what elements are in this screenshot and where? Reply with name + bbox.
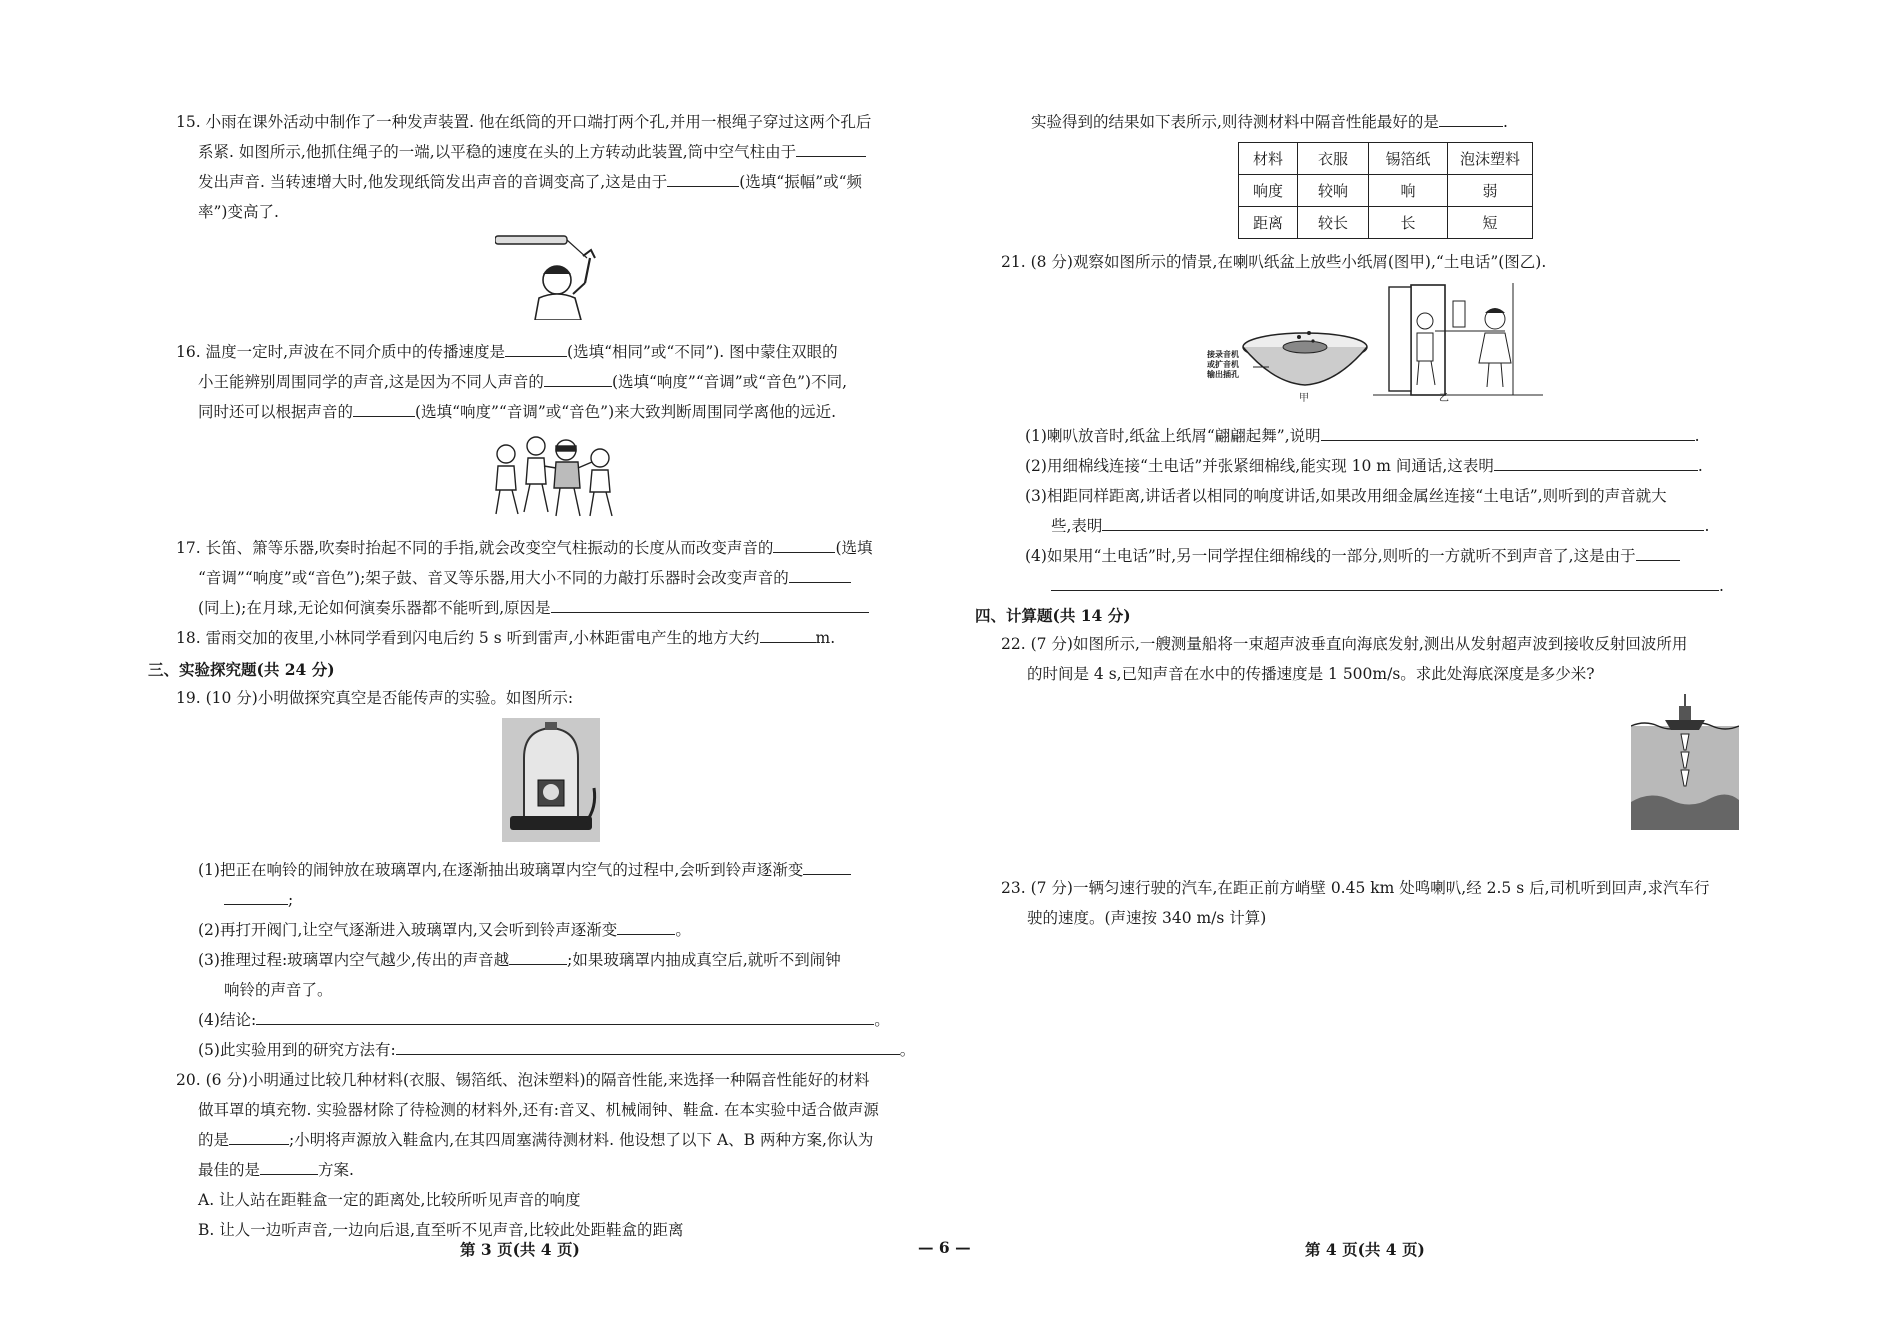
q17-blank-1[interactable] [773, 538, 835, 553]
q21-blank-3[interactable] [1102, 516, 1704, 531]
q19-blank-3[interactable] [509, 950, 567, 965]
q19-blank-5[interactable] [396, 1040, 900, 1055]
q17-blank-2[interactable] [789, 568, 851, 583]
q20-line3-text: 的是 [198, 1131, 230, 1149]
q20-blank-3[interactable] [1439, 112, 1503, 127]
q17-line3 [198, 598, 869, 618]
q15-line3-text: 发出声音. 当转速增大时,他发现纸筒发出声音的音调变高了,这是由于 [198, 173, 668, 191]
q16-blank-1[interactable] [505, 342, 567, 357]
q20-line4 [198, 1160, 354, 1180]
q17-line1-option: (选填 [835, 539, 873, 557]
q19-p2 [198, 920, 691, 940]
right-page-footer: 第 4 页(共 4 页) [1305, 1240, 1425, 1259]
q19-blank-2[interactable] [617, 920, 675, 935]
speaker-caption-1: 接录音机 [1207, 349, 1239, 359]
blindfolded-boy-legs [556, 488, 580, 516]
child-4-legs [590, 492, 612, 516]
girl-hair [1485, 308, 1505, 313]
q20-option-b: B. 让人一边听声音,一边向后退,直至听不见声音,比较此处距鞋盒的距离 [198, 1221, 684, 1239]
q20-line4-end: 方案. [318, 1161, 354, 1179]
q20-blank-2[interactable] [260, 1160, 318, 1175]
table-row [1239, 143, 1533, 175]
ship-cabin [1679, 706, 1691, 720]
center-page-number: — 6 — [918, 1238, 971, 1257]
q21-p4-cont [1051, 576, 1724, 596]
table-cell: 距离 [1239, 207, 1298, 239]
q15-line4: 率”)变高了. [198, 203, 279, 221]
q17-line3-text: (同上);在月球,无论如何演奏乐器都不能听到,原因是 [198, 599, 551, 617]
q18-unit: m. [815, 629, 836, 647]
q15-line3-option: (选填“振幅”或“频 [739, 173, 863, 191]
q19-p4 [198, 1010, 890, 1030]
table-cell: 长 [1369, 207, 1448, 239]
q20-continued-text: 实验得到的结果如下表所示,则待测材料中隔音性能最好的是 [1031, 113, 1439, 131]
blindfold [556, 446, 576, 451]
q21-p4-end: . [1719, 577, 1724, 595]
section-4-title: 四、计算题(共 14 分) [975, 606, 1131, 625]
q19-p1 [198, 860, 851, 880]
q21-p3-cont [1051, 516, 1709, 536]
q16-line1 [176, 342, 838, 362]
table-cell: 衣服 [1298, 143, 1369, 175]
table-row [1239, 207, 1533, 239]
q15-line2 [198, 142, 866, 162]
boy-body [535, 294, 581, 320]
child-2-body [526, 458, 546, 484]
figure-label-yi: 乙 [1439, 393, 1449, 404]
q19-p5 [198, 1040, 915, 1060]
q19-p5-end: 。 [899, 1041, 916, 1059]
q21-figure [1207, 283, 1543, 413]
left-page-footer: 第 3 页(共 4 页) [460, 1240, 580, 1259]
q19-p3 [198, 950, 841, 970]
q19-p5-text: (5)此实验用到的研究方法有: [198, 1041, 396, 1059]
section-3-title: 三、实验探究题(共 24 分) [148, 660, 335, 679]
q19-p3-text-cont: ;如果玻璃罩内抽成真空后,就听不到闹钟 [567, 951, 841, 969]
q21-p4 [1025, 546, 1680, 566]
table-cell: 锡箔纸 [1369, 143, 1448, 175]
q21-blank-1[interactable] [1321, 426, 1695, 441]
q20-line2: 做耳罩的填充物. 实验器材除了待检测的材料外,还有:音叉、机械闹钟、鞋盒. 在本实验中适合做声源 [198, 1101, 879, 1119]
speaker-center [1283, 341, 1327, 353]
table-cell: 响度 [1239, 175, 1298, 207]
q16-blank-3[interactable] [353, 402, 415, 417]
q20-line1: 20. (6 分)小明通过比较几种材料(衣服、锡箔纸、泡沫塑料)的隔音性能,来选择一种隔音性能好的材料 [176, 1071, 870, 1089]
q20-line3-text-cont: ;小明将声源放入鞋盒内,在其四周塞满待测材料. 他设想了以下 A、B 两种方案,你认为 [289, 1131, 874, 1149]
speaker-caption-2: 或扩音机 [1207, 359, 1239, 369]
q19-p1-cont [224, 890, 293, 910]
q21-p2 [1025, 456, 1703, 476]
q21-blank-2[interactable] [1494, 456, 1698, 471]
q21-p2-end: . [1697, 457, 1703, 475]
q20-continued-end: . [1502, 113, 1508, 131]
q20-line4-text: 最佳的是 [198, 1161, 261, 1179]
q20-blank-1[interactable] [229, 1130, 289, 1145]
q16-line2 [198, 372, 847, 392]
q17-line1-text: 17. 长笛、箫等乐器,吹奏时抬起不同的手指,就会改变空气柱振动的长度从而改变声音的 [176, 539, 774, 557]
child-4-head [591, 449, 609, 467]
jar-knob [545, 722, 557, 730]
q19-intro: 19. (10 分)小明做探究真空是否能传声的实验。如图所示: [176, 689, 574, 707]
q21-p1-end: . [1694, 427, 1700, 445]
q19-blank-4[interactable] [256, 1010, 874, 1025]
q16-line2-option: (选填“响度”“音调”或“音色”)不同, [611, 373, 848, 391]
q23-line2: 驶的速度。(声速按 340 m/s 计算) [1027, 909, 1267, 927]
boy-body [1417, 333, 1433, 361]
q16-figure-children-playing [488, 432, 618, 522]
q15-line1: 15. 小雨在课外活动中制作了一种发声装置. 他在纸筒的开口端打两个孔,并用一根绳子穿过这两个孔后 [176, 113, 872, 131]
table-cell: 材料 [1239, 143, 1298, 175]
ship-hull [1665, 720, 1705, 730]
speaker-caption-3: 输出插孔 [1207, 369, 1239, 379]
child-1-head [497, 445, 515, 463]
q19-p3c: 响铃的声音了。 [224, 981, 333, 999]
table-cell: 泡沫塑料 [1448, 143, 1533, 175]
q21-p1-text: (1)喇叭放音时,纸盆上纸屑“翩翩起舞”,说明 [1025, 427, 1321, 445]
figure-label-jia: 甲 [1299, 393, 1309, 404]
q16-blank-2[interactable] [544, 372, 612, 387]
q19-figure-bell-jar [502, 718, 600, 842]
boy-shoulder [573, 283, 585, 294]
q19-p4-text: (4)结论: [198, 1011, 257, 1029]
child-2-head [527, 437, 545, 455]
table-cell: 响 [1369, 175, 1448, 207]
q15-figure-boy-swinging-tube [495, 228, 615, 320]
boy-head [1417, 313, 1433, 329]
vacuum-plate [510, 816, 592, 830]
q16-line2-text: 小王能辨别周围同学的声音,这是因为不同人声音的 [198, 373, 544, 391]
blindfolded-boy-body [554, 462, 580, 488]
q21-p1 [1025, 426, 1700, 446]
q18-blank-1[interactable] [760, 628, 816, 643]
q17-blank-3[interactable] [551, 598, 869, 613]
boy-hair [543, 266, 571, 274]
q21-blank-4b[interactable] [1051, 576, 1719, 591]
q19-p1-text: (1)把正在响铃的闹钟放在玻璃罩内,在逐渐抽出玻璃罩内空气的过程中,会听到铃声逐渐变 [198, 861, 804, 879]
q21-p2-text: (2)用细棉线连接“土电话”并张紧细棉线,能实现 10 m 间通话,这表明 [1025, 457, 1494, 475]
q21-p3-text-cont: 些,表明 [1051, 517, 1103, 535]
table-cell: 短 [1448, 207, 1533, 239]
q19-p3-text: (3)推理过程:玻璃罩内空气越少,传出的声音越 [198, 951, 510, 969]
q16-line3-option: (选填“响度”“音调”或“音色”)来大致判断周围同学离他的远近. [415, 403, 837, 421]
q18-line1-text: 18. 雷雨交加的夜里,小林同学看到闪电后约 5 s 听到雷声,小林距雷电产生的地方大约 [176, 629, 760, 647]
girl-legs [1487, 363, 1503, 387]
wall-switch [1453, 301, 1465, 327]
raised-arm [585, 258, 590, 283]
q16-line3-text: 同时还可以根据声音的 [198, 403, 354, 421]
q19-p2-end: 。 [675, 921, 691, 939]
q16-line3 [198, 402, 836, 422]
open-door [1389, 287, 1411, 391]
q17-line1 [176, 538, 873, 558]
q21-intro: 21. (8 分)观察如图所示的情景,在喇叭纸盆上放些小纸屑(图甲),“土电话”(图乙). [1001, 253, 1547, 271]
q20-continued [1031, 112, 1508, 132]
table-cell: 弱 [1448, 175, 1533, 207]
q19-blank-1b[interactable] [224, 890, 288, 905]
q20-line3 [198, 1130, 873, 1150]
q21-p3: (3)相距同样距离,讲话者以相同的响度讲话,如果改用细金属丝连接“土电话”,则听到的声音就大 [1025, 487, 1667, 505]
table-cell: 较长 [1298, 207, 1369, 239]
q19-p4-end: 。 [874, 1011, 890, 1029]
table-cell: 较响 [1298, 175, 1369, 207]
q19-blank-1a[interactable] [803, 860, 851, 875]
q19-p2-text: (2)再打开阀门,让空气逐渐进入玻璃罩内,又会听到铃声逐渐变 [198, 921, 618, 939]
q16-line1-option: (选填“相同”或“不同”). 图中蒙住双眼的 [567, 343, 838, 361]
child-1-body [496, 466, 516, 490]
q22-figure-survey-ship [1631, 690, 1739, 830]
q16-line1-text: 16. 温度一定时,声波在不同介质中的传播速度是 [176, 343, 506, 361]
child-4-body [590, 470, 610, 492]
paper-bit [1307, 331, 1311, 335]
q20-option-a: A. 让人站在距鞋盒一定的距离处,比较所听见声音的响度 [198, 1191, 581, 1209]
q15-line3 [198, 172, 862, 192]
child-2-legs [524, 484, 548, 512]
q21-p4-text: (4)如果用“土电话”时,另一同学捏住细棉线的一部分,则听的一方就听不到声音了,这是由于 [1025, 547, 1636, 565]
paper-tube [495, 236, 567, 244]
q19-p1-end: ; [288, 891, 294, 909]
q21-blank-4a[interactable] [1636, 546, 1680, 561]
q23-line1: 23. (7 分)一辆匀速行驶的汽车,在距正前方峭壁 0.45 km 处鸣喇叭,经 2.5 s 后,司机听到回声,求汽车行 [1001, 879, 1710, 897]
q17-line2-text: “音调”“响度”或“音色”);架子鼓、音叉等乐器,用大小不同的力敲打乐器时会改变声音的 [198, 569, 789, 587]
q22-line2: 的时间是 4 s,已知声音在水中的传播速度是 1 500m/s。求此处海底深度是多少米? [1027, 665, 1595, 683]
q22-line1: 22. (7 分)如图所示,一艘测量船将一束超声波垂直向海底发射,测出从发射超声波到接收反射回波所用 [1001, 635, 1688, 653]
paper-bit [1311, 339, 1314, 342]
girl-dress [1479, 333, 1511, 363]
q17-line2 [198, 568, 851, 588]
child-1-legs [496, 490, 518, 514]
q15-blank-2[interactable] [667, 172, 739, 187]
q18-line1 [176, 628, 835, 648]
clock-face [543, 784, 559, 800]
q21-p3-end: . [1704, 517, 1710, 535]
q21-figure-art [1213, 283, 1543, 413]
q15-blank-1[interactable] [796, 142, 866, 157]
table-row [1239, 175, 1533, 207]
material-results-table [1238, 142, 1533, 239]
q15-line2-text: 系紧. 如图所示,他抓住绳子的一端,以平稳的速度在头的上方转动此装置,筒中空气柱由于 [198, 143, 797, 161]
paper-bit [1297, 335, 1301, 339]
